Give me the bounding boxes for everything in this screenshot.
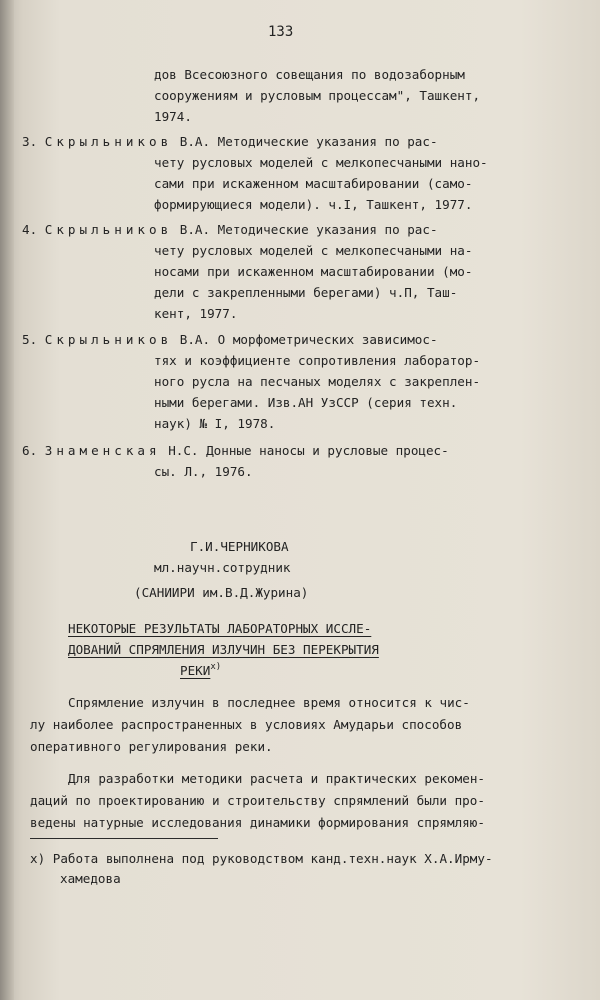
article-title-line-2-text: ДОВАНИЙ СПРЯМЛЕНИЯ ИЗЛУЧИН БЕЗ ПЕРЕКРЫТИЯ — [68, 642, 379, 657]
ref-4-author: Скрыльников — [44, 222, 173, 237]
ref-5-number: 5. — [22, 332, 38, 347]
ref-4-number: 4. — [22, 222, 38, 237]
book-spine-shadow — [0, 0, 14, 1000]
article-title-line-1-text: НЕКОТОРЫЕ РЕЗУЛЬТАТЫ ЛАБОРАТОРНЫХ ИССЛЕ- — [68, 621, 372, 636]
footnote-mark: x) — [30, 851, 46, 866]
ref-5-line-2: ного русла на песчаных моделях с закреплен- — [154, 374, 481, 389]
body-p1-line-3: оперативного регулирования реки. — [30, 739, 273, 754]
ref-5-first-rest: В.А. О морфометрических зависимос- — [179, 332, 438, 347]
ref-6-number: 6. — [22, 443, 38, 458]
ref-6-author: Знаменская — [44, 443, 161, 458]
body-p1-line-2: лу наиболее распространенных в условиях Амударьи способов — [30, 717, 463, 732]
ref-4-line-2: носами при искаженном масштабировании (мо- — [154, 264, 473, 279]
ref-3-line-1: чету русловых моделей с мелкопесчаными нано- — [154, 155, 488, 170]
article-title-line-3 — [180, 660, 221, 684]
ref-4-first-line — [22, 219, 438, 240]
footnote-text-1: Работа выполнена под руководством канд.техн.наук Х.А.Ирму- — [52, 851, 493, 866]
body-p1-line-1: Спрямление излучин в последнее время относится к чис- — [68, 695, 470, 710]
ref-5-line-4: наук) № I, 1978. — [154, 416, 276, 431]
ref-4-first-rest: В.А. Методические указания по рас- — [179, 222, 438, 237]
author-name: Г.И.ЧЕРНИКОВА — [190, 539, 289, 554]
footnote-line-1 — [30, 848, 493, 869]
ref-prev-line-1: дов Всесоюзного совещания по водозаборным — [154, 67, 465, 82]
article-title-footnote-mark: x) — [210, 662, 222, 672]
ref-3-first-rest: В.А. Методические указания по рас- — [179, 134, 438, 149]
ref-4-line-1: чету русловых моделей с мелкопесчаными на- — [154, 243, 473, 258]
footnote-line-2: хамедова — [60, 871, 121, 886]
ref-3-line-2: сами при искаженном масштабировании (само- — [154, 176, 473, 191]
ref-4-line-4: кент, 1977. — [154, 306, 238, 321]
article-title-line-3-text: РЕКИ — [180, 663, 211, 678]
footnote-separator — [30, 838, 218, 839]
body-p2-line-1: Для разработки методики расчета и практических рекомен- — [68, 771, 486, 786]
author-organization: (САНИИРИ им.В.Д.Журина) — [134, 585, 309, 600]
ref-5-line-3: ными берегами. Изв.АН УзССР (серия техн. — [154, 395, 458, 410]
ref-6-line-1: сы. Л., 1976. — [154, 464, 253, 479]
body-p2-line-3: ведены натурные исследования динамики формирования спрямляю- — [30, 815, 485, 830]
ref-5-first-line — [22, 329, 438, 350]
ref-3-line-3: формирующиеся модели). ч.I, Ташкент, 1977. — [154, 197, 473, 212]
ref-3-first-line — [22, 131, 438, 152]
author-position: мл.научн.сотрудник — [154, 560, 291, 575]
ref-prev-line-2: сооружениям и русловым процессам", Ташкент, — [154, 88, 481, 103]
ref-3-author: Скрыльников — [44, 134, 173, 149]
article-title-line-2 — [68, 639, 379, 660]
ref-4-line-3: дели с закрепленными берегами) ч.П, Таш- — [154, 285, 458, 300]
body-p2-line-2: даций по проектированию и строительству спрямлений были про- — [30, 793, 485, 808]
ref-6-first-rest: Н.С. Донные наносы и русловые процес- — [168, 443, 449, 458]
ref-6-first-line — [22, 440, 449, 461]
ref-3-number: 3. — [22, 134, 38, 149]
page-number: 133 — [268, 24, 294, 40]
article-title-line-1 — [68, 618, 371, 639]
ref-prev-line-3: 1974. — [154, 109, 192, 124]
ref-5-author: Скрыльников — [44, 332, 173, 347]
ref-5-line-1: тях и коэффициенте сопротивления лаборатор- — [154, 353, 481, 368]
